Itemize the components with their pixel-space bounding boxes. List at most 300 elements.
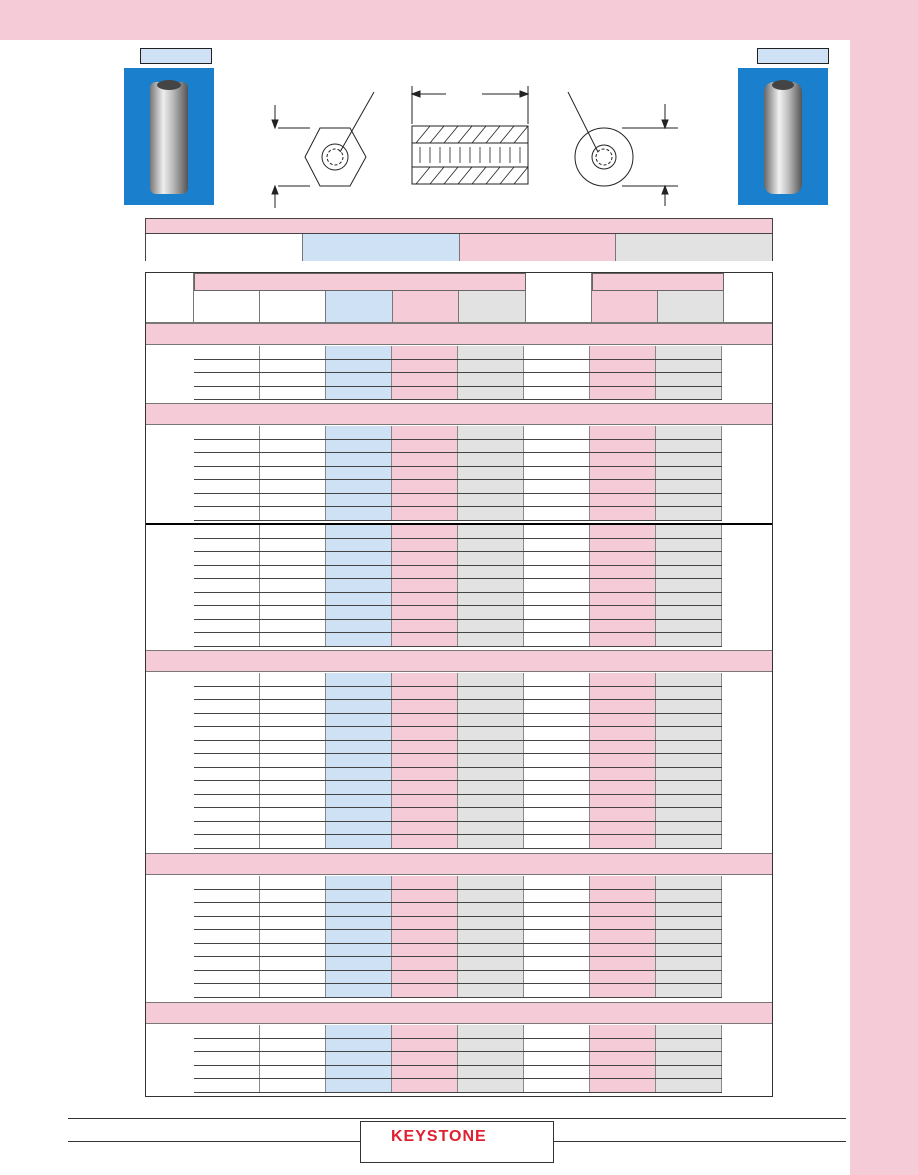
table-row bbox=[194, 687, 722, 701]
table-cell bbox=[656, 387, 722, 400]
table-cell bbox=[656, 426, 722, 439]
table-cell bbox=[260, 741, 326, 754]
table-cell bbox=[656, 1052, 722, 1065]
table-cell bbox=[458, 727, 524, 740]
table-cell bbox=[194, 579, 260, 592]
table-cell bbox=[392, 984, 458, 997]
table-cell bbox=[458, 687, 524, 700]
table-row bbox=[194, 467, 722, 481]
table-cell bbox=[656, 593, 722, 606]
table-cell bbox=[656, 467, 722, 480]
table-cell bbox=[524, 494, 590, 507]
table-cell bbox=[194, 957, 260, 970]
table-cell bbox=[524, 714, 590, 727]
table-cell bbox=[524, 781, 590, 794]
table-cell bbox=[326, 440, 392, 453]
table-cell bbox=[458, 360, 524, 373]
table-cell bbox=[656, 1066, 722, 1079]
table-cell bbox=[392, 1025, 458, 1038]
table-cell bbox=[260, 426, 326, 439]
legend-cell-1 bbox=[146, 234, 303, 261]
table-row bbox=[194, 700, 722, 714]
table-cell bbox=[392, 579, 458, 592]
table-cell bbox=[326, 453, 392, 466]
table-cell bbox=[392, 727, 458, 740]
table-cell bbox=[524, 930, 590, 943]
table-cell bbox=[590, 552, 656, 565]
table-cell bbox=[524, 539, 590, 552]
table-cell bbox=[458, 714, 524, 727]
table-cell bbox=[260, 822, 326, 835]
table-cell bbox=[194, 507, 260, 520]
table-cell bbox=[524, 373, 590, 386]
table-cell bbox=[458, 984, 524, 997]
table-cell bbox=[590, 566, 656, 579]
table-cell bbox=[458, 606, 524, 619]
table-cell bbox=[392, 741, 458, 754]
table-cell bbox=[326, 727, 392, 740]
table-cell bbox=[458, 754, 524, 767]
table-cell bbox=[260, 480, 326, 493]
table-cell bbox=[194, 822, 260, 835]
table-cell bbox=[458, 781, 524, 794]
table-cell bbox=[590, 539, 656, 552]
table-cell bbox=[194, 453, 260, 466]
table-cell bbox=[260, 539, 326, 552]
table-cell bbox=[260, 930, 326, 943]
table-cell bbox=[194, 480, 260, 493]
table-cell bbox=[260, 1079, 326, 1092]
table-cell bbox=[326, 930, 392, 943]
table-cell bbox=[590, 673, 656, 686]
table-cell bbox=[194, 673, 260, 686]
table-cell bbox=[260, 440, 326, 453]
table-cell bbox=[656, 453, 722, 466]
table-cell bbox=[656, 494, 722, 507]
table-cell bbox=[392, 387, 458, 400]
table-cell bbox=[524, 700, 590, 713]
table-cell bbox=[590, 1079, 656, 1092]
table-row bbox=[194, 795, 722, 809]
table-cell bbox=[194, 360, 260, 373]
table-cell bbox=[656, 768, 722, 781]
table-cell bbox=[260, 1052, 326, 1065]
section-header bbox=[146, 323, 772, 345]
table-cell bbox=[458, 741, 524, 754]
table-row bbox=[194, 890, 722, 904]
table-row bbox=[194, 1052, 722, 1066]
legend-cell-3 bbox=[460, 234, 617, 261]
table-cell bbox=[458, 480, 524, 493]
table-cell bbox=[656, 346, 722, 359]
table-cell bbox=[194, 1066, 260, 1079]
header-cell-1 bbox=[194, 291, 260, 323]
table-cell bbox=[524, 1039, 590, 1052]
table-cell bbox=[260, 360, 326, 373]
table-cell bbox=[326, 781, 392, 794]
table-row bbox=[194, 1079, 722, 1093]
table-row bbox=[194, 754, 722, 768]
table-cell bbox=[392, 917, 458, 930]
table-cell bbox=[524, 944, 590, 957]
table-cell bbox=[524, 876, 590, 889]
table-cell bbox=[590, 808, 656, 821]
table-cell bbox=[194, 539, 260, 552]
table-cell bbox=[392, 539, 458, 552]
table-cell bbox=[326, 593, 392, 606]
table-cell bbox=[458, 467, 524, 480]
table-cell bbox=[392, 781, 458, 794]
table-cell bbox=[590, 1025, 656, 1038]
table-cell bbox=[458, 957, 524, 970]
table-cell bbox=[590, 903, 656, 916]
table-cell bbox=[326, 835, 392, 848]
table-cell bbox=[260, 768, 326, 781]
table-cell bbox=[194, 903, 260, 916]
technical-drawings bbox=[0, 0, 918, 215]
table-row bbox=[194, 957, 722, 971]
table-cell bbox=[260, 714, 326, 727]
table-cell bbox=[260, 876, 326, 889]
table-cell bbox=[590, 768, 656, 781]
table-row bbox=[194, 480, 722, 494]
table-cell bbox=[524, 808, 590, 821]
table-cell bbox=[194, 890, 260, 903]
table-cell bbox=[326, 903, 392, 916]
table-cell bbox=[326, 714, 392, 727]
table-cell bbox=[260, 781, 326, 794]
table-cell bbox=[194, 714, 260, 727]
table-cell bbox=[194, 768, 260, 781]
table-row bbox=[194, 673, 722, 687]
table-cell bbox=[326, 346, 392, 359]
table-cell bbox=[458, 808, 524, 821]
table-row bbox=[194, 984, 722, 998]
table-cell bbox=[590, 373, 656, 386]
table-cell bbox=[524, 957, 590, 970]
table-cell bbox=[590, 360, 656, 373]
table-cell bbox=[458, 525, 524, 538]
table-cell bbox=[392, 930, 458, 943]
table-cell bbox=[524, 795, 590, 808]
table-cell bbox=[656, 373, 722, 386]
table-cell bbox=[260, 579, 326, 592]
table-cell bbox=[458, 440, 524, 453]
table-cell bbox=[458, 930, 524, 943]
table-cell bbox=[458, 1079, 524, 1092]
table-cell bbox=[524, 1052, 590, 1065]
table-cell bbox=[194, 1052, 260, 1065]
table-cell bbox=[590, 957, 656, 970]
table-cell bbox=[458, 507, 524, 520]
table-cell bbox=[392, 971, 458, 984]
table-cell bbox=[524, 525, 590, 538]
table-cell bbox=[260, 566, 326, 579]
table-cell bbox=[194, 687, 260, 700]
table-cell bbox=[458, 1039, 524, 1052]
table-cell bbox=[590, 453, 656, 466]
table-cell bbox=[326, 507, 392, 520]
table-cell bbox=[656, 480, 722, 493]
legend-cell-2 bbox=[303, 234, 460, 261]
table-cell bbox=[392, 480, 458, 493]
header-cell-0 bbox=[146, 273, 194, 323]
table-row bbox=[194, 507, 722, 521]
table-cell bbox=[656, 795, 722, 808]
table-cell bbox=[656, 620, 722, 633]
table-cell bbox=[656, 930, 722, 943]
table-row bbox=[194, 525, 722, 539]
table-cell bbox=[194, 346, 260, 359]
table-cell bbox=[260, 1025, 326, 1038]
table-cell bbox=[524, 552, 590, 565]
table-cell bbox=[194, 387, 260, 400]
table-cell bbox=[590, 917, 656, 930]
table-cell bbox=[590, 1052, 656, 1065]
section-header bbox=[146, 403, 772, 425]
table-cell bbox=[656, 741, 722, 754]
table-row bbox=[194, 426, 722, 440]
table-cell bbox=[458, 579, 524, 592]
table-cell bbox=[656, 781, 722, 794]
table-cell bbox=[392, 890, 458, 903]
table-cell bbox=[458, 673, 524, 686]
table-cell bbox=[458, 426, 524, 439]
table-cell bbox=[392, 1079, 458, 1092]
table-cell bbox=[326, 360, 392, 373]
table-cell bbox=[194, 566, 260, 579]
table-cell bbox=[260, 494, 326, 507]
table-cell bbox=[326, 387, 392, 400]
table-row bbox=[194, 741, 722, 755]
table-cell bbox=[524, 620, 590, 633]
table-cell bbox=[590, 507, 656, 520]
table-cell bbox=[260, 373, 326, 386]
table-cell bbox=[326, 984, 392, 997]
table-cell bbox=[458, 835, 524, 848]
legend-cell-4 bbox=[616, 234, 772, 261]
table-cell bbox=[260, 957, 326, 970]
table-cell bbox=[260, 890, 326, 903]
table-cell bbox=[392, 440, 458, 453]
table-cell bbox=[656, 525, 722, 538]
table-cell bbox=[194, 1039, 260, 1052]
table-cell bbox=[656, 633, 722, 646]
table-cell bbox=[392, 633, 458, 646]
table-cell bbox=[392, 593, 458, 606]
table-cell bbox=[656, 754, 722, 767]
table-cell bbox=[590, 754, 656, 767]
table-cell bbox=[392, 795, 458, 808]
table-cell bbox=[326, 700, 392, 713]
table-cell bbox=[524, 579, 590, 592]
table-row bbox=[194, 903, 722, 917]
table-cell bbox=[656, 903, 722, 916]
table-cell bbox=[326, 525, 392, 538]
table-cell bbox=[656, 957, 722, 970]
table-cell bbox=[194, 700, 260, 713]
table-cell bbox=[260, 971, 326, 984]
table-cell bbox=[590, 467, 656, 480]
table-cell bbox=[194, 494, 260, 507]
table-cell bbox=[590, 1039, 656, 1052]
table-cell bbox=[194, 917, 260, 930]
table-cell bbox=[458, 566, 524, 579]
section-header bbox=[146, 650, 772, 672]
table-cell bbox=[590, 930, 656, 943]
side-section-view bbox=[412, 86, 528, 184]
table-cell bbox=[392, 620, 458, 633]
table-cell bbox=[326, 687, 392, 700]
table-cell bbox=[260, 387, 326, 400]
table-cell bbox=[458, 890, 524, 903]
table-cell bbox=[458, 593, 524, 606]
table-cell bbox=[260, 727, 326, 740]
table-cell bbox=[194, 440, 260, 453]
table-cell bbox=[392, 494, 458, 507]
table-cell bbox=[656, 606, 722, 619]
table-cell bbox=[656, 1025, 722, 1038]
table-cell bbox=[590, 741, 656, 754]
table-cell bbox=[656, 1079, 722, 1092]
table-cell bbox=[392, 566, 458, 579]
table-cell bbox=[194, 930, 260, 943]
table-cell bbox=[392, 944, 458, 957]
table-row bbox=[194, 727, 722, 741]
table-cell bbox=[392, 957, 458, 970]
keystone-logo: KEYSTONE bbox=[391, 1128, 487, 1145]
table-cell bbox=[524, 903, 590, 916]
table-cell bbox=[458, 539, 524, 552]
table-cell bbox=[524, 822, 590, 835]
table-row bbox=[194, 387, 722, 401]
table-cell bbox=[326, 620, 392, 633]
table-cell bbox=[392, 346, 458, 359]
table-cell bbox=[458, 552, 524, 565]
table-cell bbox=[524, 768, 590, 781]
table-cell bbox=[458, 620, 524, 633]
table-cell bbox=[590, 822, 656, 835]
table-cell bbox=[590, 606, 656, 619]
table-cell bbox=[260, 467, 326, 480]
table-cell bbox=[326, 480, 392, 493]
table-cell bbox=[194, 620, 260, 633]
keystone-logo-box bbox=[360, 1121, 554, 1163]
table-cell bbox=[260, 687, 326, 700]
table-cell bbox=[260, 700, 326, 713]
table-cell bbox=[326, 1066, 392, 1079]
table-cell bbox=[392, 754, 458, 767]
table-cell bbox=[590, 579, 656, 592]
table-cell bbox=[392, 552, 458, 565]
table-cell bbox=[524, 467, 590, 480]
table-cell bbox=[260, 1039, 326, 1052]
table-cell bbox=[326, 944, 392, 957]
table-cell bbox=[458, 822, 524, 835]
table-cell bbox=[590, 525, 656, 538]
table-cell bbox=[326, 606, 392, 619]
table-cell bbox=[590, 971, 656, 984]
header-cell-5 bbox=[459, 291, 526, 323]
table-cell bbox=[590, 795, 656, 808]
table-cell bbox=[524, 507, 590, 520]
table-cell bbox=[458, 387, 524, 400]
table-cell bbox=[524, 971, 590, 984]
table-cell bbox=[524, 835, 590, 848]
table-cell bbox=[590, 890, 656, 903]
table-cell bbox=[524, 387, 590, 400]
table-cell bbox=[392, 606, 458, 619]
table-cell bbox=[524, 440, 590, 453]
table-row bbox=[194, 1066, 722, 1080]
table-cell bbox=[590, 480, 656, 493]
header-group-1 bbox=[194, 273, 526, 291]
table-cell bbox=[524, 1079, 590, 1092]
table-cell bbox=[194, 593, 260, 606]
section-header bbox=[146, 1002, 772, 1024]
table-row bbox=[194, 822, 722, 836]
table-cell bbox=[656, 552, 722, 565]
table-cell bbox=[392, 360, 458, 373]
table-cell bbox=[392, 426, 458, 439]
table-cell bbox=[392, 768, 458, 781]
table-cell bbox=[326, 1052, 392, 1065]
table-cell bbox=[656, 984, 722, 997]
section-header bbox=[146, 853, 772, 875]
header-cell-4 bbox=[393, 291, 459, 323]
table-cell bbox=[656, 1039, 722, 1052]
table-cell bbox=[392, 373, 458, 386]
table-cell bbox=[326, 1025, 392, 1038]
table-cell bbox=[392, 673, 458, 686]
table-cell bbox=[524, 1066, 590, 1079]
table-row bbox=[194, 494, 722, 508]
table-cell bbox=[392, 1066, 458, 1079]
table-row bbox=[194, 944, 722, 958]
table-cell bbox=[656, 822, 722, 835]
table-cell bbox=[326, 579, 392, 592]
table-cell bbox=[392, 467, 458, 480]
table-cell bbox=[656, 714, 722, 727]
table-cell bbox=[590, 781, 656, 794]
table-cell bbox=[392, 1039, 458, 1052]
table-cell bbox=[458, 971, 524, 984]
material-legend bbox=[145, 218, 773, 261]
table-row bbox=[194, 930, 722, 944]
table-cell bbox=[326, 957, 392, 970]
table-cell bbox=[392, 687, 458, 700]
table-cell bbox=[326, 1039, 392, 1052]
table-cell bbox=[524, 346, 590, 359]
table-cell bbox=[590, 494, 656, 507]
table-cell bbox=[326, 822, 392, 835]
table-cell bbox=[656, 890, 722, 903]
table-cell bbox=[194, 741, 260, 754]
table-cell bbox=[590, 700, 656, 713]
table-row bbox=[194, 808, 722, 822]
table-cell bbox=[260, 453, 326, 466]
table-cell bbox=[194, 754, 260, 767]
table-cell bbox=[194, 727, 260, 740]
table-cell bbox=[458, 453, 524, 466]
table-cell bbox=[260, 754, 326, 767]
table-cell bbox=[326, 876, 392, 889]
spec-table bbox=[145, 272, 773, 1097]
table-cell bbox=[656, 808, 722, 821]
table-cell bbox=[392, 525, 458, 538]
table-cell bbox=[260, 525, 326, 538]
header-cell-8 bbox=[658, 291, 724, 323]
